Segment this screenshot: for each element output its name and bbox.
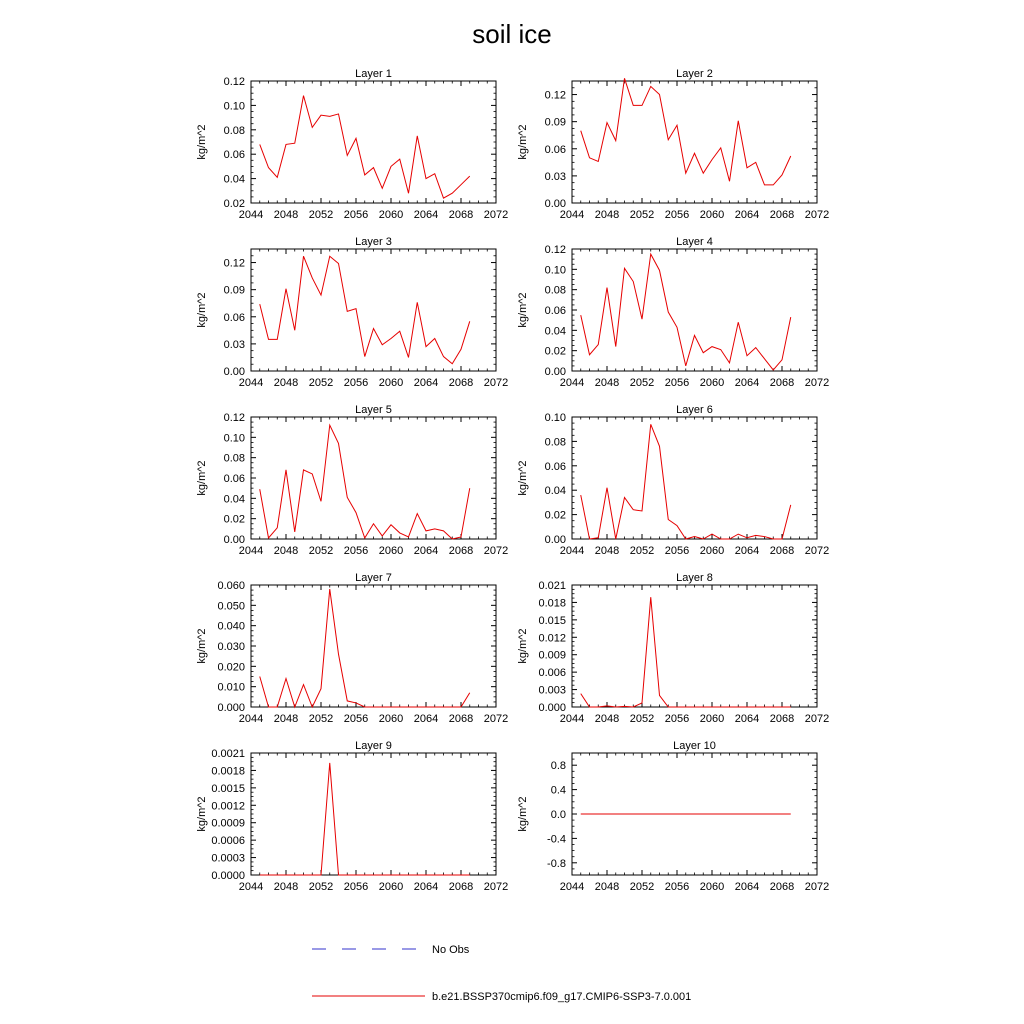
x-tick-label: 2068: [448, 713, 474, 725]
y-tick-label: 0.040: [217, 620, 245, 633]
x-tick-label: 2056: [664, 545, 690, 557]
x-tick-label: 2052: [308, 209, 334, 221]
panel-title: Layer 3: [355, 236, 392, 248]
y-tick-label: 0.4: [550, 784, 566, 797]
x-tick-label: 2072: [804, 881, 830, 893]
x-tick-label: 2044: [559, 881, 585, 893]
y-tick-label: 0.00: [223, 366, 245, 378]
x-tick-label: 2072: [483, 377, 509, 389]
series-line-layer-6: [581, 424, 791, 539]
series-line-layer-7: [260, 589, 470, 707]
x-tick-label: 2048: [273, 209, 299, 221]
y-tick-label: 0.015: [538, 614, 566, 627]
y-tick-label: 0.0000: [211, 870, 245, 882]
series-line-layer-5: [260, 425, 470, 539]
x-tick-label: 2052: [629, 209, 655, 221]
y-tick-label: 0.0021: [211, 748, 245, 760]
plot-frame: [251, 585, 496, 707]
x-tick-label: 2072: [804, 713, 830, 725]
y-tick-label: 0.06: [544, 143, 566, 156]
x-tick-label: 2048: [594, 377, 620, 389]
x-tick-label: 2048: [594, 545, 620, 557]
x-tick-label: 2044: [238, 209, 264, 221]
panel-title: Layer 9: [355, 740, 392, 752]
x-tick-label: 2068: [769, 209, 795, 221]
legend-label-no-obs: No Obs: [432, 944, 470, 956]
panel-layer-7: [196, 572, 508, 725]
legend: [312, 944, 691, 1003]
y-tick-label: 0.10: [544, 412, 566, 424]
panel-title: Layer 5: [355, 404, 392, 416]
y-axis-label: kg/m^2: [196, 796, 208, 832]
y-tick-label: -0.8: [547, 857, 566, 870]
series-line-layer-9: [260, 763, 470, 875]
y-tick-label: 0.0: [550, 809, 566, 821]
x-tick-label: 2060: [378, 713, 404, 725]
x-tick-label: 2068: [448, 209, 474, 221]
x-tick-label: 2052: [629, 377, 655, 389]
y-axis-label: kg/m^2: [517, 124, 529, 160]
y-tick-label: 0.09: [223, 284, 245, 297]
x-tick-label: 2056: [343, 881, 369, 893]
y-tick-label: 0.08: [544, 284, 566, 297]
y-axis-label: kg/m^2: [517, 796, 529, 832]
x-tick-label: 2056: [343, 713, 369, 725]
x-tick-label: 2064: [413, 545, 439, 557]
y-axis-label: kg/m^2: [517, 460, 529, 496]
y-axis-label: kg/m^2: [196, 460, 208, 496]
x-tick-label: 2072: [804, 545, 830, 557]
x-tick-label: 2048: [273, 377, 299, 389]
y-tick-label: 0.021: [538, 580, 566, 592]
x-tick-label: 2044: [238, 545, 264, 557]
x-tick-label: 2052: [629, 881, 655, 893]
y-tick-label: 0.06: [223, 149, 245, 162]
y-tick-label: 0.04: [544, 485, 566, 498]
y-tick-label: 0.010: [217, 681, 245, 694]
x-tick-label: 2068: [769, 713, 795, 725]
x-tick-label: 2068: [448, 545, 474, 557]
panel-layer-10: [517, 740, 829, 893]
x-tick-label: 2048: [594, 881, 620, 893]
x-tick-label: 2060: [378, 377, 404, 389]
plot-frame: [572, 81, 817, 203]
x-tick-label: 2064: [413, 209, 439, 221]
y-tick-label: 0.04: [223, 493, 245, 506]
panel-layer-6: [517, 404, 829, 557]
x-tick-label: 2056: [664, 713, 690, 725]
plot-frame: [251, 81, 496, 203]
y-tick-label: -0.4: [547, 833, 566, 846]
y-tick-label: 0.00: [544, 534, 566, 546]
x-tick-label: 2060: [699, 713, 725, 725]
y-tick-label: 0.04: [223, 173, 245, 186]
y-tick-label: 0.00: [544, 198, 566, 210]
y-tick-label: 0.0006: [211, 835, 245, 848]
y-tick-label: 0.03: [544, 170, 566, 183]
x-tick-label: 2064: [413, 881, 439, 893]
x-tick-label: 2068: [448, 377, 474, 389]
y-tick-label: 0.12: [223, 257, 245, 270]
y-axis-label: kg/m^2: [517, 292, 529, 328]
legend-label-model: b.e21.BSSP370cmip6.f09_g17.CMIP6-SSP3-7.0.001: [432, 991, 692, 1003]
plot-frame: [572, 417, 817, 539]
x-tick-label: 2072: [483, 209, 509, 221]
series-line-layer-1: [260, 96, 470, 198]
panel-layer-2: [517, 68, 829, 221]
x-tick-label: 2056: [664, 377, 690, 389]
y-tick-label: 0.030: [217, 641, 245, 653]
y-tick-label: 0.09: [544, 116, 566, 129]
x-tick-label: 2044: [559, 377, 585, 389]
y-tick-label: 0.00: [544, 366, 566, 378]
plot-frame: [251, 417, 496, 539]
x-tick-label: 2048: [273, 713, 299, 725]
y-tick-label: 0.0015: [211, 782, 245, 795]
x-tick-label: 2048: [273, 881, 299, 893]
y-tick-label: 0.02: [544, 345, 566, 358]
y-tick-label: 0.0012: [211, 800, 245, 813]
y-tick-label: 0.06: [544, 460, 566, 473]
x-tick-label: 2052: [308, 377, 334, 389]
panel-layer-9: [196, 740, 508, 893]
y-tick-label: 0.03: [223, 338, 245, 351]
x-tick-label: 2060: [699, 545, 725, 557]
x-tick-label: 2052: [629, 545, 655, 557]
panel-layer-3: [196, 236, 508, 389]
x-tick-label: 2064: [734, 713, 760, 725]
series-line-layer-2: [581, 78, 791, 185]
x-tick-label: 2060: [699, 377, 725, 389]
x-tick-label: 2060: [699, 209, 725, 221]
y-axis-label: kg/m^2: [196, 292, 208, 328]
y-tick-label: 0.02: [223, 198, 245, 210]
y-tick-label: 0.08: [544, 436, 566, 449]
x-tick-label: 2044: [238, 377, 264, 389]
plot-frame: [251, 753, 496, 875]
y-tick-label: 0.0009: [211, 817, 245, 830]
y-tick-label: 0.12: [544, 89, 566, 102]
panel-layer-5: [196, 404, 508, 557]
x-tick-label: 2068: [769, 545, 795, 557]
y-tick-label: 0.12: [223, 76, 245, 88]
plot-frame: [572, 249, 817, 371]
series-line-layer-3: [260, 256, 470, 364]
x-tick-label: 2064: [413, 377, 439, 389]
y-tick-label: 0.08: [223, 452, 245, 465]
y-tick-label: 0.10: [223, 432, 245, 445]
panel-title: Layer 4: [676, 236, 713, 248]
y-tick-label: 0.0018: [211, 765, 245, 778]
x-tick-label: 2060: [378, 209, 404, 221]
x-tick-label: 2064: [734, 881, 760, 893]
y-tick-label: 0.10: [544, 264, 566, 277]
y-tick-label: 0.050: [217, 600, 245, 613]
y-tick-label: 0.060: [217, 580, 245, 592]
x-tick-label: 2044: [559, 209, 585, 221]
x-tick-label: 2064: [734, 545, 760, 557]
y-tick-label: 0.12: [544, 244, 566, 256]
panels: [196, 68, 829, 893]
panel-title: Layer 7: [355, 572, 392, 584]
y-tick-label: 0.020: [217, 661, 245, 674]
x-tick-label: 2072: [483, 713, 509, 725]
x-tick-label: 2048: [594, 209, 620, 221]
y-tick-label: 0.000: [217, 702, 245, 714]
figure-title: soil ice: [472, 19, 552, 49]
y-tick-label: 0.08: [223, 124, 245, 137]
y-tick-label: 0.06: [544, 305, 566, 317]
y-tick-label: 0.006: [538, 667, 566, 680]
x-tick-label: 2052: [308, 545, 334, 557]
panel-title: Layer 2: [676, 68, 713, 80]
x-tick-label: 2060: [699, 881, 725, 893]
x-tick-label: 2056: [664, 209, 690, 221]
x-tick-label: 2068: [448, 881, 474, 893]
x-tick-label: 2052: [308, 881, 334, 893]
x-tick-label: 2060: [378, 545, 404, 557]
panel-layer-8: [517, 572, 829, 725]
y-tick-label: 0.009: [538, 649, 566, 662]
y-tick-label: 0.8: [550, 760, 566, 773]
y-tick-label: 0.02: [223, 513, 245, 526]
y-tick-label: 0.000: [538, 702, 566, 714]
x-tick-label: 2044: [559, 545, 585, 557]
series-line-layer-8: [581, 597, 791, 707]
y-tick-label: 0.06: [223, 473, 245, 485]
y-tick-label: 0.04: [544, 325, 566, 338]
x-tick-label: 2048: [594, 713, 620, 725]
y-axis-label: kg/m^2: [196, 628, 208, 664]
x-tick-label: 2056: [343, 377, 369, 389]
x-tick-label: 2052: [308, 713, 334, 725]
y-tick-label: 0.00: [223, 534, 245, 546]
x-tick-label: 2044: [238, 881, 264, 893]
panel-layer-4: [517, 236, 829, 389]
panel-title: Layer 10: [673, 740, 716, 752]
y-tick-label: 0.10: [223, 100, 245, 113]
y-tick-label: 0.02: [544, 509, 566, 522]
y-tick-label: 0.012: [538, 632, 566, 645]
y-tick-label: 0.12: [223, 412, 245, 424]
x-tick-label: 2044: [238, 713, 264, 725]
x-tick-label: 2064: [734, 377, 760, 389]
y-axis-label: kg/m^2: [196, 124, 208, 160]
x-tick-label: 2056: [664, 881, 690, 893]
x-tick-label: 2056: [343, 545, 369, 557]
x-tick-label: 2044: [559, 713, 585, 725]
panel-title: Layer 1: [355, 68, 392, 80]
x-tick-label: 2052: [629, 713, 655, 725]
x-tick-label: 2072: [483, 881, 509, 893]
x-tick-label: 2068: [769, 377, 795, 389]
plot-frame: [572, 585, 817, 707]
x-tick-label: 2064: [413, 713, 439, 725]
y-tick-label: 0.003: [538, 684, 566, 697]
y-tick-label: 0.018: [538, 597, 566, 610]
panel-layer-1: [196, 68, 508, 221]
x-tick-label: 2068: [769, 881, 795, 893]
panel-title: Layer 6: [676, 404, 713, 416]
y-tick-label: 0.06: [223, 311, 245, 324]
x-tick-label: 2064: [734, 209, 760, 221]
y-tick-label: 0.0003: [211, 852, 245, 865]
x-tick-label: 2072: [804, 209, 830, 221]
x-tick-label: 2056: [343, 209, 369, 221]
series-line-layer-4: [581, 254, 791, 370]
x-tick-label: 2072: [804, 377, 830, 389]
x-tick-label: 2048: [273, 545, 299, 557]
panel-title: Layer 8: [676, 572, 713, 584]
x-tick-label: 2060: [378, 881, 404, 893]
x-tick-label: 2072: [483, 545, 509, 557]
y-axis-label: kg/m^2: [517, 628, 529, 664]
